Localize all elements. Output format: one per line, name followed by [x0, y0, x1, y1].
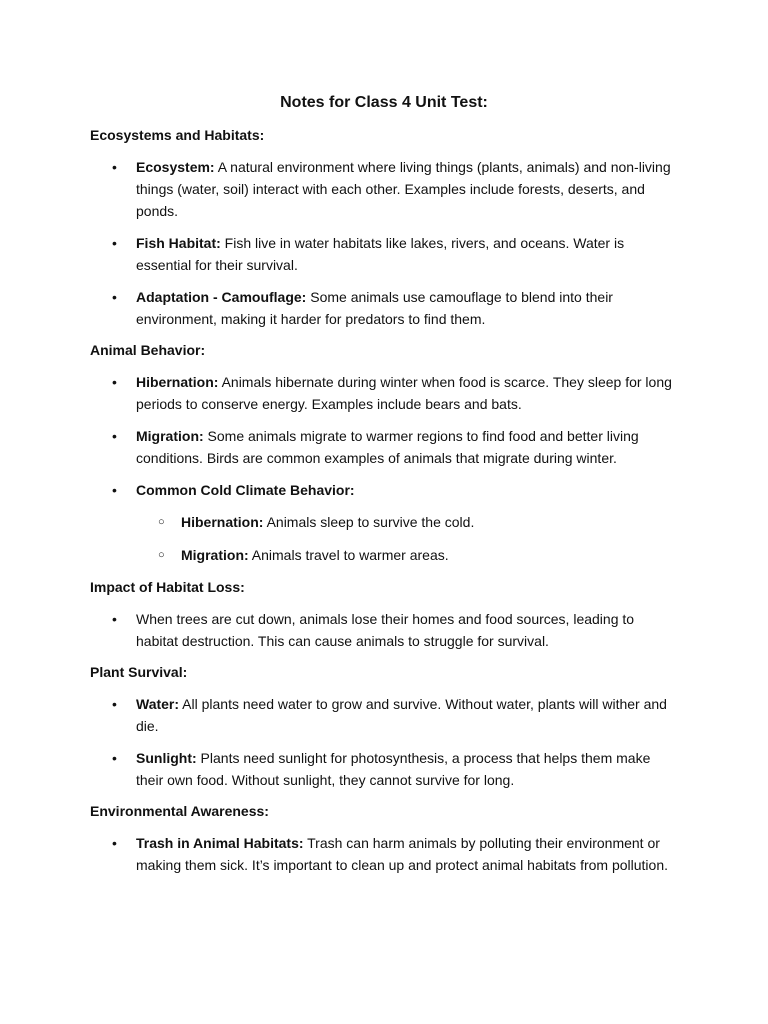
description: Animals travel to warmer areas.	[248, 547, 449, 563]
description: Trash can harm animals by polluting their environment or making them sick. It’s important to clean up and protect animal habitats from pollution.	[136, 835, 669, 873]
bullet-list-plant-survival	[90, 693, 678, 791]
term: Migration:	[136, 428, 204, 444]
description: All plants need water to grow and survive. Without water, plants will wither and die.	[136, 696, 667, 734]
section-heading-ecosystems: Ecosystems and Habitats:	[90, 127, 265, 143]
description: Some animals use camouflage to blend into their environment, making it harder for predators to find them.	[136, 289, 613, 327]
description: Animals sleep to survive the cold.	[263, 514, 475, 530]
bullet-list-habitat-loss	[90, 608, 678, 652]
list-item	[90, 747, 678, 791]
list-item	[90, 286, 678, 330]
term: Hibernation:	[181, 514, 264, 530]
list-item	[90, 479, 678, 566]
description: Plants need sunlight for photosynthesis, a process that helps them make their own food. Without sunlight, they cannot survive for long.	[136, 750, 651, 788]
term: Hibernation:	[136, 374, 219, 390]
section-heading-habitat-loss: Impact of Habitat Loss:	[90, 579, 245, 595]
description: When trees are cut down, animals lose their homes and food sources, leading to habitat destruction. This can cause animals to struggle for survival.	[136, 611, 635, 649]
description: Fish live in water habitats like lakes, rivers, and oceans. Water is essential for their survival.	[136, 235, 625, 273]
section-heading-animal-behavior: Animal Behavior:	[90, 342, 206, 358]
list-item	[90, 425, 678, 469]
term: Adaptation - Camouflage:	[136, 289, 307, 305]
section-heading-environmental-awareness: Environmental Awareness:	[90, 803, 269, 819]
sub-list-item	[136, 544, 678, 566]
sub-list-cold-climate	[136, 511, 678, 566]
bullet-list-ecosystems	[90, 156, 678, 330]
term: Water:	[136, 696, 180, 712]
list-item	[90, 232, 678, 276]
section-heading-plant-survival: Plant Survival:	[90, 664, 188, 680]
term: Trash in Animal Habitats:	[136, 835, 304, 851]
bullet-list-environmental-awareness	[90, 832, 678, 876]
term: Sunlight:	[136, 750, 197, 766]
term: Common Cold Climate Behavior:	[136, 482, 355, 498]
list-item	[90, 832, 678, 876]
list-item	[90, 608, 678, 652]
description: Animals hibernate during winter when food is scarce. They sleep for long periods to conserve energy. Examples include bears and bats.	[136, 374, 672, 412]
list-item	[90, 371, 678, 415]
term: Migration:	[181, 547, 249, 563]
list-item	[90, 156, 678, 222]
bullet-list-animal-behavior	[90, 371, 678, 566]
page-title: Notes for Class 4 Unit Test:	[280, 94, 488, 111]
term: Fish Habitat:	[136, 235, 221, 251]
sub-list-item	[136, 511, 678, 533]
description: Some animals migrate to warmer regions to find food and better living conditions. Birds are common examples of animals that migrate during winter.	[136, 428, 639, 466]
description: A natural environment where living things (plants, animals) and non-living things (water, soil) interact with each other. Examples include forests, deserts, and ponds.	[136, 159, 671, 219]
term: Ecosystem:	[136, 159, 215, 175]
list-item	[90, 693, 678, 737]
